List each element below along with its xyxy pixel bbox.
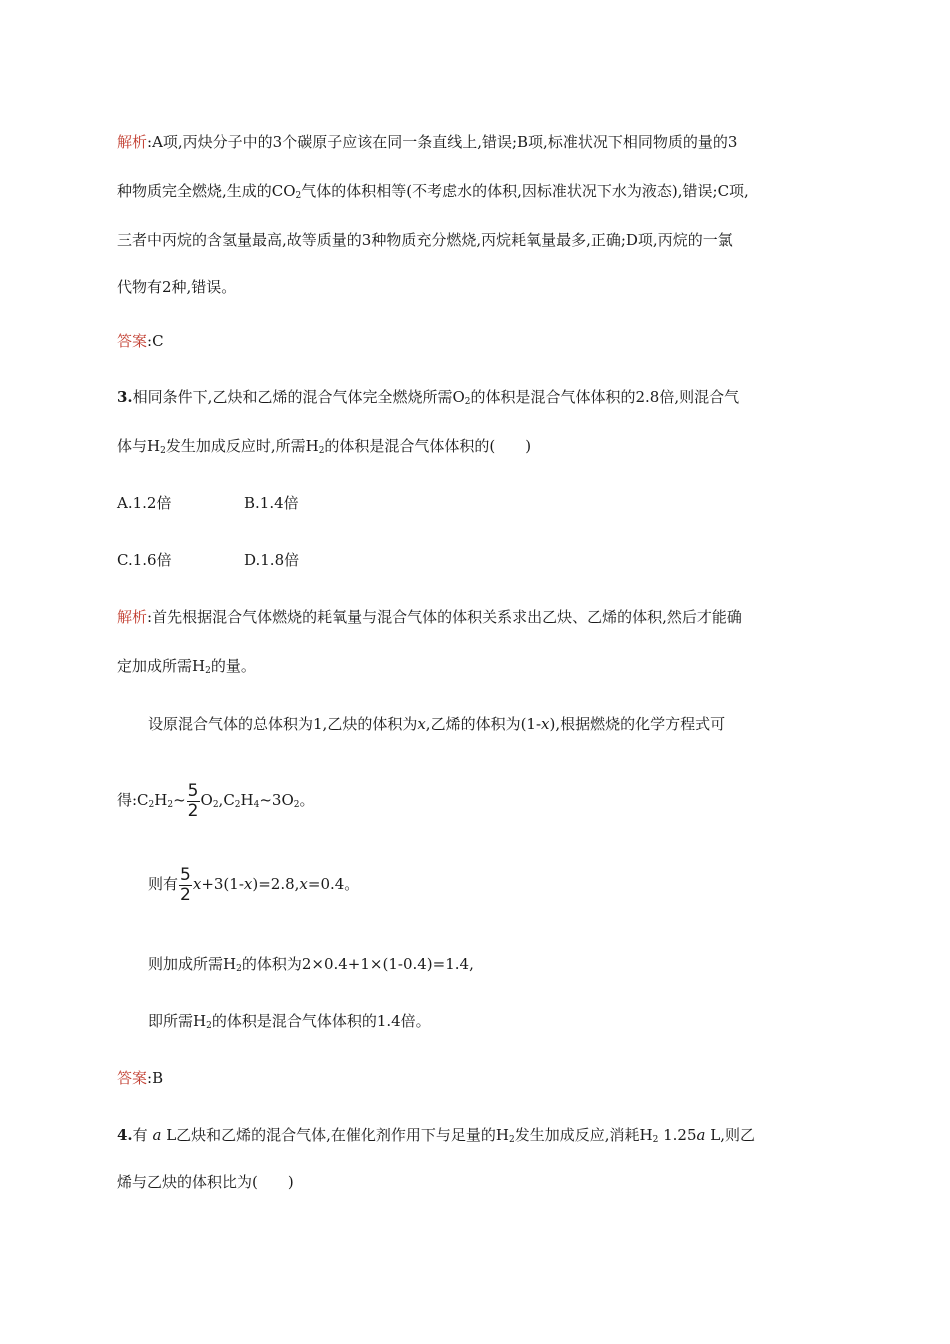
q2-answer-label: 答案: [117, 332, 148, 350]
q3-option-b[interactable]: B.1.4倍: [244, 494, 299, 512]
q2-answer: 答案:C: [117, 332, 164, 350]
fraction-5-2: $\frac{5}{2}$: [187, 780, 199, 821]
q3-option-d[interactable]: D.1.8倍: [244, 551, 300, 569]
q2-analysis-line-3: 三者中丙烷的含氢量最高,故等质量的3种物质充分燃烧,丙烷耗氧量最多,正确;D项,丙烷的一氯: [117, 231, 733, 249]
q3-stem-line-2: 体与$H_2$发生加成反应时,所需$H_2$的体积是混合气体体积的( ): [117, 437, 532, 456]
fraction-5-2: $\frac{5}{2}$: [180, 864, 191, 905]
q2-analysis-line-4: 代物有2种,错误。: [117, 278, 237, 296]
q3-analysis-line-1: 解析:首先根据混合气体燃烧的耗氧量与混合气体的体积关系求出乙炔、乙烯的体积,然后才能确: [117, 608, 742, 626]
q3-analysis-label: 解析: [117, 608, 148, 626]
q3-answer: 答案:B: [117, 1069, 164, 1087]
q3-option-c[interactable]: C.1.6倍: [117, 551, 172, 569]
q4-stem-line-1: 4.有 a L乙炔和乙烯的混合气体,在催化剂作用下与足量的$H_2$发生加成反应,消耗$H_2$ 1.25a L,则乙: [117, 1126, 755, 1145]
q4-stem-line-2: 烯与乙炔的体积比为( ): [117, 1173, 294, 1191]
q2-analysis-label: 解析: [117, 133, 148, 151]
q2-analysis-line-1: 解析:A项,丙炔分子中的3个碳原子应该在同一条直线上,错误;B项,标准状况下相同物质的量的3: [117, 133, 738, 151]
q3-stem-line-1: 3.相同条件下,乙炔和乙烯的混合气体完全燃烧所需$O_2$的体积是混合气体体积的2.8倍,则混合气: [117, 388, 740, 407]
q3-step-2: 得$:C_2H_2\sim$ $\frac{5}{2}$ $O_2,C_2H_4\sim 3O_2$。: [117, 780, 315, 821]
q3-step-3: 则有 $\frac{5}{2}$ x+3(1-x)=2.8,x=0.4。: [148, 864, 360, 905]
q3-step-5: 即所需$H_2$的体积是混合气体体积的1.4倍。: [148, 1012, 431, 1031]
q3-step-4: 则加成所需$H_2$的体积为2×0.4+1×(1-0.4)=1.4,: [148, 955, 474, 974]
q3-option-a[interactable]: A.1.2倍: [117, 494, 172, 512]
q2-analysis-line-2: 种物质完全燃烧,生成的$CO_2$气体的体积相等(不考虑水的体积,因标准状况下水为液态),错误;C项,: [117, 182, 749, 201]
q3-answer-label: 答案: [117, 1069, 148, 1087]
q3-analysis-line-2: 定加成所需$H_2$的量。: [117, 657, 256, 676]
q3-number: 3.: [117, 388, 133, 406]
q4-number: 4.: [117, 1126, 133, 1144]
q3-step-1: 设原混合气体的总体积为1,乙炔的体积为x,乙烯的体积为(1-x),根据燃烧的化学方程式可: [148, 715, 726, 733]
